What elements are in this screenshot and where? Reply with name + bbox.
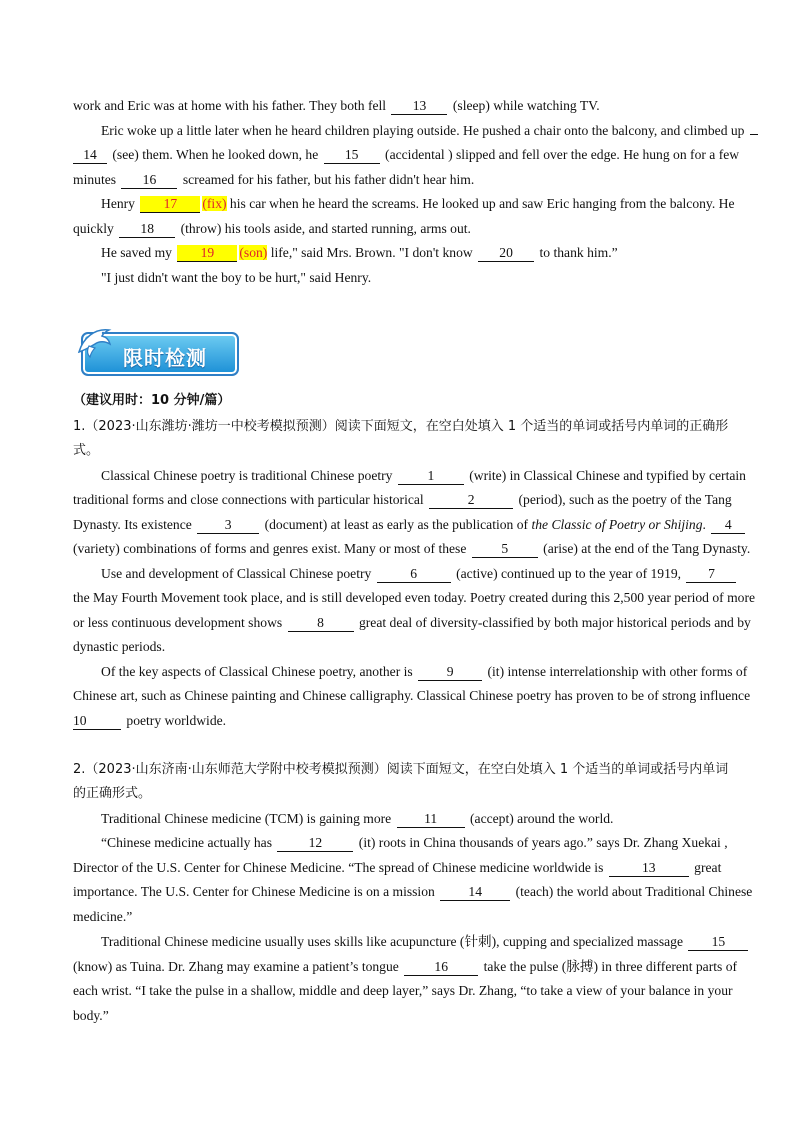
passage-line: quickly 18 (throw) his tools aside, and started running, arms out. [73,221,471,236]
blank-19[interactable]: 19 [177,245,237,262]
passage-line: Use and development of Classical Chinese poetry 6 (active) continued up to the year of 1919, 7 [101,564,783,584]
passage-line: Eric woke up a little later when he heard children playing outside. He pushed a chair onto the balcony, and climbed up [101,121,783,141]
passage-line: or less continuous development shows 8 great deal of diversity-classified by both major historical periods and by [73,615,751,630]
blank-7[interactable]: 7 [686,566,736,583]
blank-2[interactable]: 2 [429,492,513,509]
passage-line: dynastic periods. [73,639,166,654]
passage-line: (know) as Tuina. Dr. Zhang may examine a patient’s tongue 16 take the pulse (脉搏) in three different parts of [73,959,738,974]
passage-line: importance. The U.S. Center for Chinese Medicine is on a mission 14 (teach) the world about Traditional Chinese [73,884,753,899]
book-title: the Classic of Poetry or Shijing [531,517,703,532]
passage-line: medicine.” [73,909,133,924]
passage-line: Henry 17 (fix) his car when he heard the screams. He looked up and saw Eric hanging from the balcony. He [101,196,735,211]
blank-8[interactable]: 8 [288,615,354,632]
blank-11[interactable]: 11 [397,811,465,828]
passage-line: each wrist. “I take the pulse in a shallow, middle and deep layer,” says Dr. Zhang, “to take a view of your balance in your [73,983,733,998]
highlight-hint-19: (son) [239,245,268,260]
dolphin-icon [75,322,115,362]
passage-line: "I just didn't want the boy to be hurt," said Henry. [101,270,372,285]
passage-line: 14 (see) them. When he looked down, he 15 (accidental ) slipped and fell over the edge. He hung on for a few [73,145,783,165]
blank-14[interactable]: 14 [73,147,107,164]
question-2-heading-cont: 的正确形式。 [73,786,152,801]
blank-20[interactable]: 20 [478,245,534,262]
blank-16[interactable]: 16 [121,172,177,189]
passage-line: “Chinese medicine actually has 12 (it) roots in China thousands of years ago.” says Dr. Zhang Xuekai , [101,835,728,850]
blank-14-start[interactable] [750,134,758,135]
passage-line: minutes 16 screamed for his father, but his father didn't hear him. [73,172,475,187]
question-1-heading: 1.（2023·山东潍坊·潍坊一中校考模拟预测）阅读下面短文，在空白处填入 1 个适当的单词或括号内单词的正确形 [73,419,729,434]
blank-4[interactable]: 4 [711,517,745,534]
passage-line: Traditional Chinese medicine usually uses skills like acupuncture (针刺), cupping and specialized massage 15 [101,932,783,952]
suggested-time: （建议用时：10 分钟/篇） [73,393,231,408]
highlight-hint-17: (fix) [202,196,227,211]
blank-16b[interactable]: 16 [404,959,478,976]
badge-label: 限时检测 [123,346,207,370]
blank-12[interactable]: 12 [277,835,353,852]
blank-5[interactable]: 5 [472,541,538,558]
section-badge [75,322,239,378]
blank-17[interactable]: 17 [140,196,200,213]
passage-line: Classical Chinese poetry is traditional Chinese poetry 1 (write) in Classical Chinese and typified by certain [101,468,746,483]
blank-10[interactable]: 10 [73,713,121,730]
passage-line: Of the key aspects of Classical Chinese poetry, another is 9 (it) intense interrelationship with other forms of [101,664,748,679]
question-2-heading: 2.（2023·山东济南·山东师范大学附中校考模拟预测）阅读下面短文，在空白处填入 1 个适当的单词或括号内单词 [73,762,729,777]
blank-1[interactable]: 1 [398,468,464,485]
blank-18[interactable]: 18 [119,221,175,238]
passage-line: 10 poetry worldwide. [73,713,227,728]
passage-line: traditional forms and close connections with particular historical 2 (period), such as the poetry of the Tang [73,492,732,507]
blank-13[interactable]: 13 [391,98,447,115]
blank-6[interactable]: 6 [377,566,451,583]
question-1-heading-cont: 式。 [73,443,100,458]
passage-line: work and Eric was at home with his father. They both fell 13 (sleep) while watching TV. [73,98,600,113]
blank-15b[interactable]: 15 [688,934,748,951]
blank-13b[interactable]: 13 [609,860,689,877]
passage-line: He saved my 19 (son) life," said Mrs. Brown. "I don't know 20 to thank him.” [101,245,618,260]
passage-line: Traditional Chinese medicine (TCM) is gaining more 11 (accept) around the world. [101,811,614,826]
passage-line: (variety) combinations of forms and genres exist. Many or most of these 5 (arise) at the end of the Tang Dynasty. [73,541,751,556]
passage-line: Chinese art, such as Chinese painting and Chinese calligraphy. Classical Chinese poetry has proven to be of strong influence [73,688,751,703]
blank-3[interactable]: 3 [197,517,259,534]
passage-line: the May Fourth Movement took place, and is still developed even today. Poetry created during this 2,500 year period of more [73,590,756,605]
blank-15[interactable]: 15 [324,147,380,164]
passage-line: body.” [73,1008,109,1023]
blank-9[interactable]: 9 [418,664,482,681]
blank-14b[interactable]: 14 [440,884,510,901]
passage-line: Director of the U.S. Center for Chinese Medicine. “The spread of Chinese medicine worldwide is 13 great [73,860,722,875]
passage-line: Dynasty. Its existence 3 (document) at least as early as the publication of the Classic of Poetry or Shijing. 4 [73,515,783,535]
